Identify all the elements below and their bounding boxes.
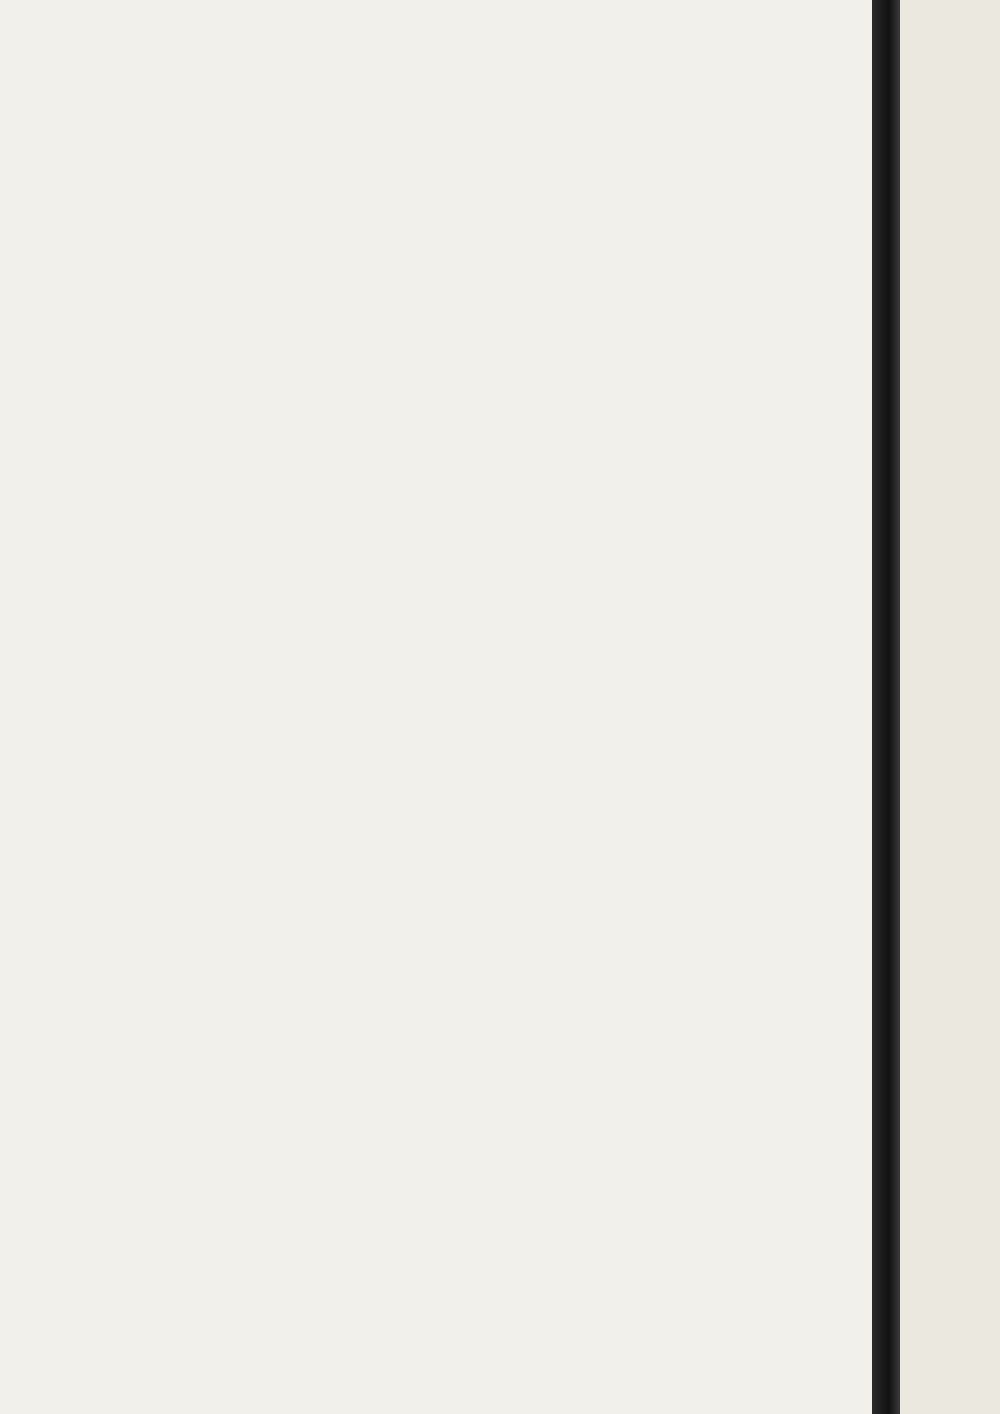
adjacent-page-fragment (900, 0, 1000, 1414)
page-header (64, 46, 864, 76)
book-gutter (872, 0, 900, 1414)
